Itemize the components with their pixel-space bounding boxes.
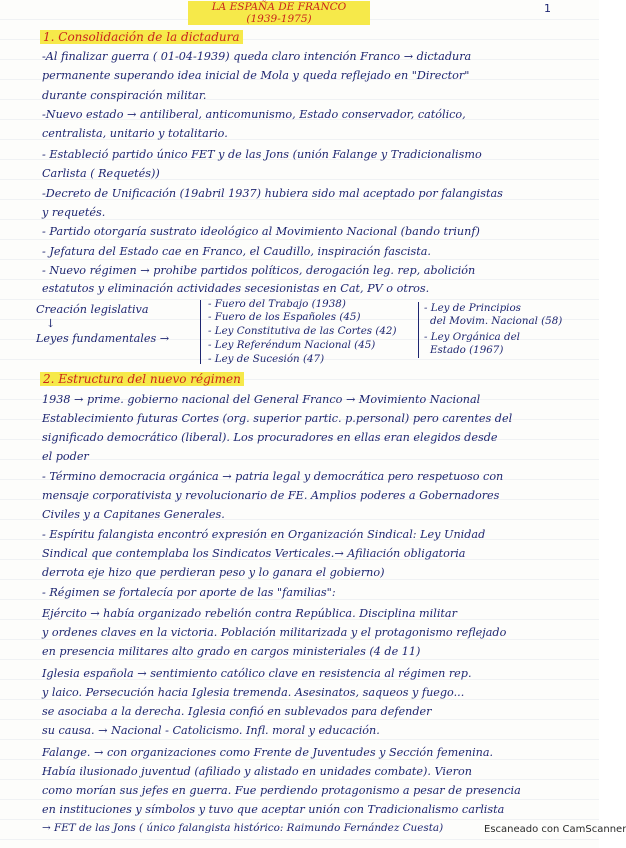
s2-line: derrota eje hizo que perdieran peso y lo ganara el gobierno) [42,566,385,579]
section-2-heading: 2. Estructura del nuevo régimen [40,372,244,387]
s1-line: centralista, unitario y totalitario. [42,127,228,140]
s1-line: estatutos y eliminación actividades secesionistas en Cat, PV o otros. [42,282,430,295]
s1-line: -Decreto de Unificación (19abril 1937) hubiera sido mal aceptado por falangistas [42,187,503,200]
section-1-heading: 1. Consolidación de la dictadura [40,30,243,45]
legislation-label: Creación legislativa [36,303,149,316]
s2-line: - Régimen se fortalecía por aporte de las "familias": [42,586,336,599]
falange-line: Falange. → con organizaciones como Frente de Juventudes y Sección femenina. [42,746,494,759]
ejercito-line: Ejército → había organizado rebelión contra República. Disciplina militar [42,607,457,620]
falange-line: en instituciones y símbolos y tuvo que aceptar unión con Tradicionalismo carlista [42,803,505,816]
s1-line: - Jefatura del Estado cae en Franco, el Caudillo, inspiración fascista. [42,245,431,258]
s2-line: Civiles y a Capitanes Generales. [42,508,225,521]
s2-line: 1938 → prime. gobierno nacional del General Franco → Movimiento Nacional [42,393,481,406]
s1-line: Carlista ( Requetés)) [42,167,160,180]
page-title: LA ESPAÑA DE FRANCO [211,1,347,13]
page-title-dates: (1939-1975) [246,13,312,25]
s1-line: permanente superando idea inicial de Mola y queda reflejado en "Director" [42,69,470,82]
law-item: - Fuero del Trabajo (1938) [208,298,346,310]
brace-divider [418,302,419,358]
s1-line: - Estableció partido único FET y de las Jons (unión Falange y Tradicionalismo [42,148,482,161]
fundamental-laws-label: Leyes fundamentales → [36,332,170,345]
law-item: - Ley de Sucesión (47) [208,353,325,365]
law-item: Estado (1967) [430,344,504,356]
falange-line: como morían sus jefes en guerra. Fue perdiendo protagonismo a pesar de presencia [42,784,521,797]
page-number: 1 [544,2,551,15]
s1-line: -Nuevo estado → antiliberal, anticomunismo, Estado conservador, católico, [42,108,466,121]
law-item: - Ley de Principios [424,302,521,314]
s2-line: - Término democracia orgánica → patria legal y democrática pero respetuoso con [42,470,504,483]
scanner-watermark: Escaneado con CamScanner [484,824,626,835]
law-item: - Ley Constitutiva de las Cortes (42) [208,325,397,337]
ejercito-line: en presencia militares alto grado en cargos ministeriales (4 de 11) [42,645,421,658]
arrow-down-icon: ↓ [46,317,56,330]
falange-line: Había ilusionado juventud (afiliado y alistado en unidades combate). Vieron [42,765,472,778]
falange-line: → FET de las Jons ( único falangista histórico: Raimundo Fernández Cuesta) [42,822,444,834]
s1-line: y requetés. [42,206,106,219]
s1-line: durante conspiración militar. [42,89,207,102]
s2-line: Establecimiento futuras Cortes (org. superior partic. p.personal) pero carentes del [42,412,513,425]
page-title-box [188,1,370,25]
law-item: del Movim. Nacional (58) [430,315,563,327]
s1-line: -Al finalizar guerra ( 01-04-1939) queda claro intención Franco → dictadura [42,50,472,63]
s2-line: significado democrático (liberal). Los procuradores en ellas eran elegidos desde [42,431,498,444]
ejercito-line: y ordenes claves en la victoria. Población militarizada y el protagonismo reflejado [42,626,507,639]
iglesia-line: su causa. → Nacional - Catolicismo. Infl. moral y educación. [42,724,380,737]
brace-divider [200,300,201,364]
iglesia-line: se asociaba a la derecha. Iglesia confió en sublevados para defender [42,705,432,718]
s2-line: mensaje corporativista y revolucionario de FE. Amplios poderes a Gobernadores [42,489,500,502]
s1-line: - Nuevo régimen → prohibe partidos políticos, derogación leg. rep, abolición [42,264,476,277]
s1-line: - Partido otorgaría sustrato ideológico al Movimiento Nacional (bando triunf) [42,225,480,238]
law-item: - Ley Referéndum Nacional (45) [208,339,376,351]
s2-line: Sindical que contemplaba los Sindicatos Verticales.→ Afiliación obligatoria [42,547,466,560]
iglesia-line: Iglesia española → sentimiento católico clave en resistencia al régimen rep. [42,667,472,680]
iglesia-line: y laico. Persecución hacia Iglesia tremenda. Asesinatos, saqueos y fuego... [42,686,465,699]
s2-line: el poder [42,450,89,463]
s2-line: - Espíritu falangista encontró expresión en Organización Sindical: Ley Unidad [42,528,486,541]
law-item: - Ley Orgánica del [424,331,520,343]
law-item: - Fuero de los Españoles (45) [208,311,361,323]
